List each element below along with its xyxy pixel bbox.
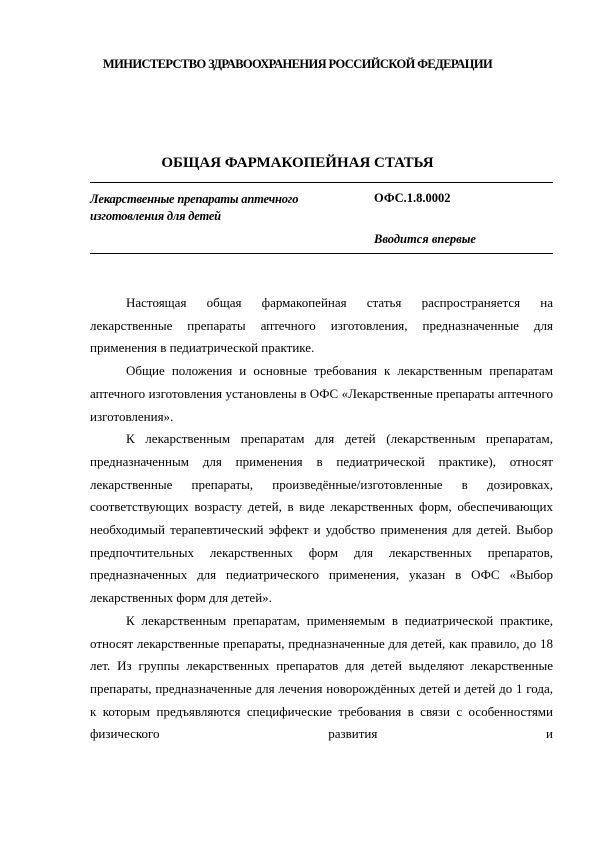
paragraph: Настоящая общая фармакопейная статья распространяется на лекарственные препараты аптечного изготовления, предназначенные для применения в педиатрической практике.	[90, 295, 553, 356]
preparation-name-line-2: изготовления для детей	[90, 209, 221, 223]
top-divider	[90, 182, 553, 183]
paragraph: Общие положения и основные требования к лекарственным препаратам аптечного изготовления установлены в ОФС «Лекарственные препараты аптечного изготовления».	[90, 363, 553, 424]
paragraph: К лекарственным препаратам для детей (лекарственным препаратам, предназначенным для применения в педиатрической практике), относят лекарственные препараты, произведённые/изготовленные в дозировках, соответствующих возрасту детей, в виде лекарственных форм, обеспечивающих необходимый терапевтический эффект и удобство применения для детей. Выбор предпочтительных лекарственных форм для лекарственных препаратов, предназначенных для педиатрического применения, указан в ОФС «Выбор лекарственных форм для детей».	[90, 431, 553, 606]
article-code: ОФС.1.8.0002	[374, 191, 451, 205]
bottom-divider	[90, 253, 553, 254]
document-title: ОБЩАЯ ФАРМАКОПЕЙНАЯ СТАТЬЯ	[161, 155, 434, 171]
preparation-name-line-1: Лекарственные препараты аптечного	[90, 192, 299, 206]
status-note: Вводится впервые	[374, 232, 476, 246]
paragraph: К лекарственным препаратам, применяемым в педиатрической практике, относят лекарственные препараты, предназначенные для детей, как правило, до 18 лет. Из группы лекарственных препаратов для детей выделяют лекарственные препараты, предназначенные для лечения новорождённых детей и детей до 1 года, к которым предъявляются специфические требования в связи с особенностями физического развития и	[90, 612, 553, 742]
preparation-name	[90, 191, 350, 225]
ministry-heading: МИНИСТЕРСТВО ЗДРАВООХРАНЕНИЯ РОССИЙСКОЙ ФЕДЕРАЦИИ	[102, 57, 493, 71]
article-body	[90, 292, 553, 742]
